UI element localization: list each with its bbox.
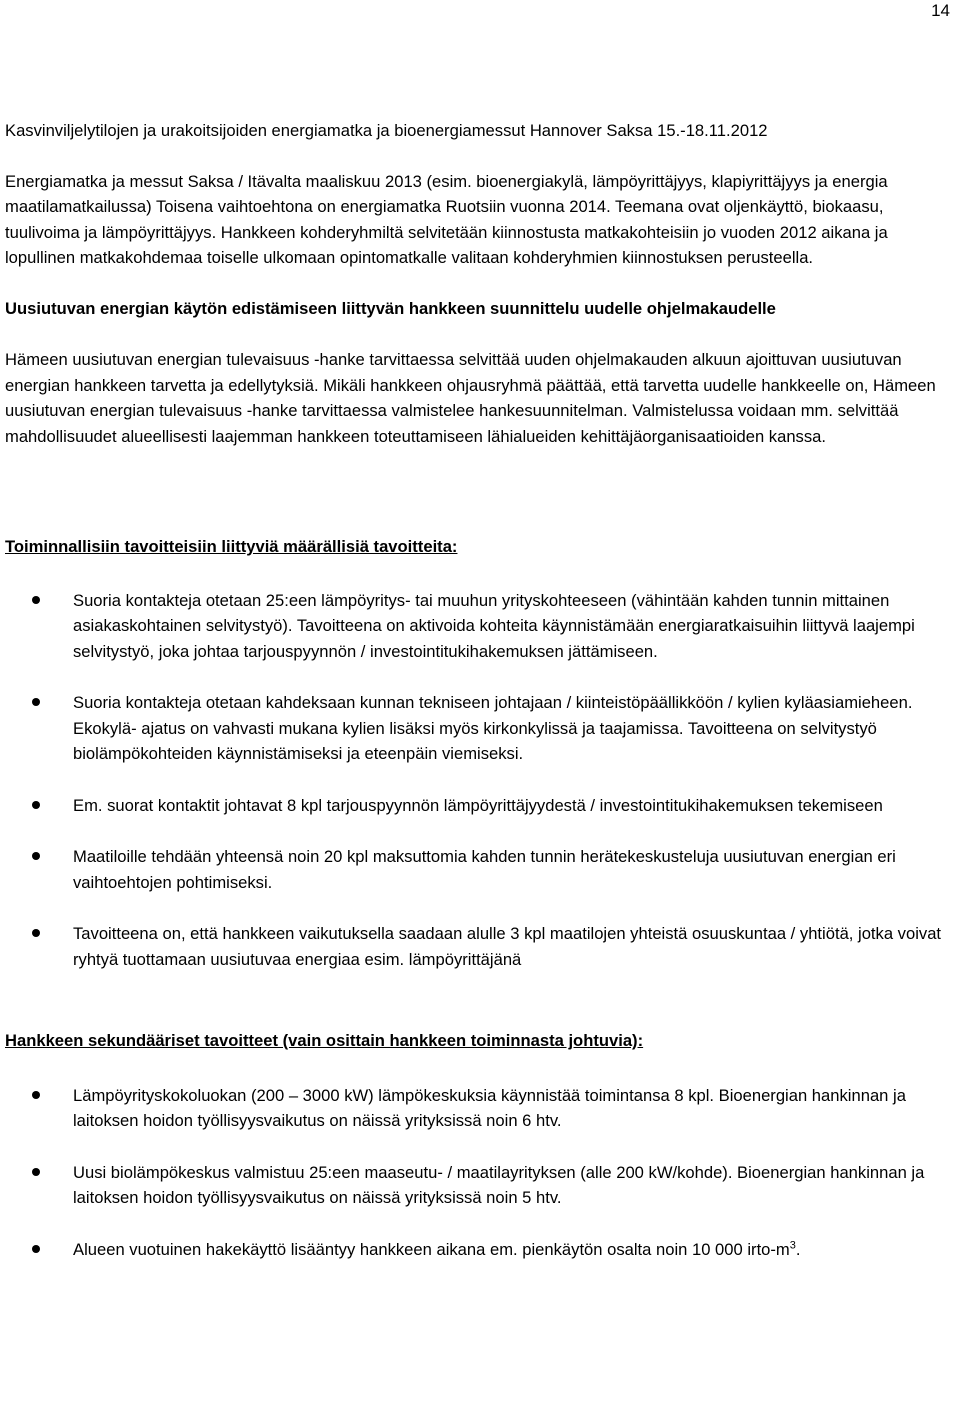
- superscript-three: 3: [789, 1238, 796, 1251]
- document-body: [5, 118, 955, 1262]
- list-item-text: Lämpöyrityskokoluokan (200 – 3000 kW) lämpökeskuksia käynnistää toimintansa 8 kpl. Bioenergian hankinnan ja laitoksen hoidon työllisyysvaikutus on näissä yrityksissä noin 6 htv.: [73, 1085, 906, 1130]
- list-item-text: Em. suorat kontaktit johtavat 8 kpl tarjouspyynnön lämpöyrittäjyydestä / investointitukihakemuksen tekemiseen: [73, 795, 883, 815]
- planning-paragraph: Hämeen uusiutuvan energian tulevaisuus -hanke tarvittaessa selvittää uuden ohjelmakauden alkuun ajoittuvan uusiutuvan energian hankkeen tarvetta ja edellytyksiä. Mikäli hankkeen ohjausryhmä päättää, että tarvetta uudelle hankkeelle on, Hämeen uusiutuvan energian tulevaisuus -hanke tarvittaessa valmistelee hankesuunnitelman. Valmistelussa voidaan mm. selvittää mahdollisuudet alueellisesti laajemman hankkeen toteuttamiseen lähialueiden kehittäjäorganisaatioiden kanssa.: [5, 350, 936, 446]
- list-item-text: Alueen vuotuinen hakekäyttö lisääntyy hankkeen aikana em. pienkäytön osalta noin 10 000 irto-m: [73, 1239, 790, 1259]
- list-item-text: Suoria kontakteja otetaan kahdeksaan kunnan tekniseen johtajaan / kiinteistöpäällikköön / kylien kyläasiamieheen. Ekokylä- ajatus on vahvasti mukana kylien lisäksi myös kirkonkylissä ja taajamissa. Tavoitteena on selvitystyö biolämpökohteiden käynnistämiseksi ja eteenpäin viemiseksi.: [73, 693, 913, 763]
- list-item: [5, 690, 955, 767]
- secondary-goals-heading: [5, 1028, 955, 1054]
- list-item: [5, 588, 955, 665]
- trip-title-line: Kasvinviljelytilojen ja urakoitsijoiden energiamatka ja bioenergiamessut Hannover Saksa 15.-18.11.2012: [5, 121, 768, 140]
- list-item-text: Suoria kontakteja otetaan 25:een lämpöyritys- tai muuhun yrityskohteeseen (vähintään kahden tunnin mittainen asiakaskohtainen selvitystyö). Tavoitteena on aktivoida kohteita käynnistämään energiaratkaisuihin liittyvä laajempi selvitystyö, joka johtaa tarjouspyynnön / investointitukihakemuksen jättämiseen.: [73, 590, 915, 661]
- list-item-text: Maatiloille tehdään yhteensä noin 20 kpl maksuttomia kahden tunnin herätekeskusteluja uusiutuvan energian eri vaihtoehtojen pohtimiseksi.: [73, 847, 896, 892]
- bullet-icon: [32, 1091, 40, 1099]
- list-item-end: .: [795, 1239, 801, 1259]
- quantitative-goals-list: [5, 588, 955, 973]
- bullet-icon: [32, 596, 40, 604]
- list-item: [5, 1237, 955, 1263]
- bullet-icon: [32, 1245, 40, 1253]
- bullet-icon: [32, 1168, 40, 1176]
- list-item: [5, 1160, 955, 1211]
- bullet-icon: [32, 929, 40, 937]
- list-item: [5, 1083, 955, 1134]
- list-item-text: Tavoitteena on, että hankkeen vaikutuksella saadaan alulle 3 kpl maatilojen yhteistä osuuskuntaa / yhtiötä, jotka voivat ryhtyä tuottamaan uusiutuvaa energiaa esim. lämpöyrittäjänä: [73, 924, 942, 969]
- energy-trip-paragraph: Energiamatka ja messut Saksa / Itävalta maaliskuu 2013 (esim. bioenergiakylä, lämpöyrittäjyys, klapiyrittäjyys ja energia maatilamatkailussa) Toisena vaihtoehtona on energiamatka Ruotsiin vuonna 2014. Teemana ovat oljenkäyttö, biokaasu, tuulivoima ja lämpöyrittäjyys. Hankkeen kohderyhmiltä selvitetään kiinnostusta matkakohteisiin jo vuoden 2012 aikana ja lopullinen matkakohdemaa toiselle ulkomaan opintomatkalle valitaan kohderyhmien kiinnostuksen perusteella.: [5, 171, 888, 267]
- planning-heading: Uusiutuvan energian käytön edistämiseen liittyvän hankkeen suunnittelu uudelle ohjelmakaudelle: [5, 298, 776, 318]
- list-item: [5, 921, 955, 972]
- list-item: [5, 844, 955, 895]
- page-number: 14: [931, 1, 950, 20]
- list-item-text: Uusi biolämpökeskus valmistuu 25:een maaseutu- / maatilayrityksen (alle 200 kW/kohde). Bioenergian hankinnan ja laitoksen hoidon työllisyysvaikutus on näissä yrityksissä noin 5 htv.: [73, 1162, 925, 1207]
- quantitative-goals-heading-text: Toiminnallisiin tavoitteisiin liittyviä määrällisiä tavoitteita:: [5, 537, 458, 556]
- secondary-goals-list: [5, 1083, 955, 1263]
- bullet-icon: [32, 852, 40, 860]
- bullet-icon: [32, 698, 40, 706]
- quantitative-goals-heading: [5, 534, 955, 560]
- list-item: [5, 793, 955, 819]
- secondary-goals-heading-text: Hankkeen sekundääriset tavoitteet (vain osittain hankkeen toiminnasta johtuvia):: [5, 1031, 644, 1050]
- bullet-icon: [32, 801, 40, 809]
